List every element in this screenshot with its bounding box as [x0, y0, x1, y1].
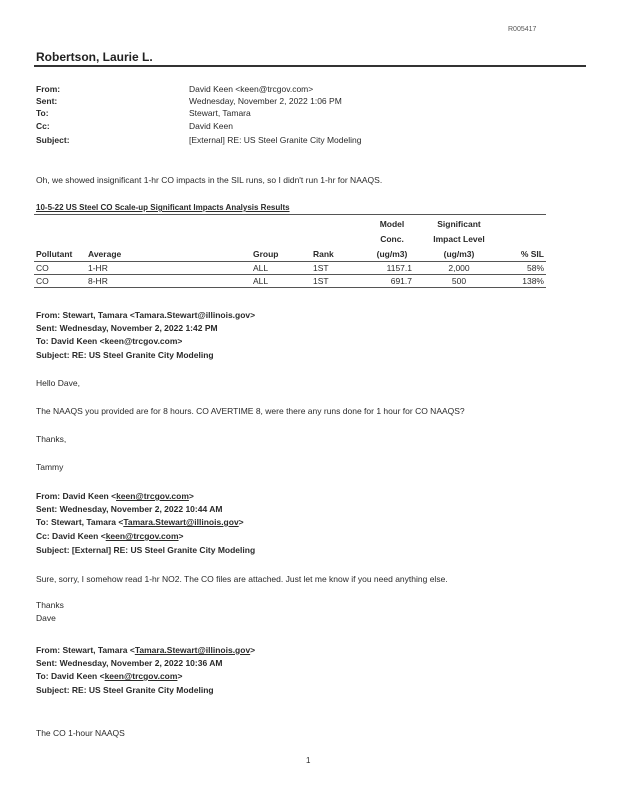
intro-text: Oh, we showed insignificant 1-hr CO impacts in the SIL runs, so I didn't run 1-hr for NAAQS.	[36, 175, 383, 185]
email3-to: To: Stewart, Tamara <Tamara.Stewart@illinois.gov>	[36, 517, 244, 527]
from-label: From:	[36, 84, 61, 94]
to-value: Stewart, Tamara	[189, 108, 251, 118]
email3-sent: Sent: Wednesday, November 2, 2022 10:44 AM	[36, 504, 223, 514]
col-sil-2: Impact Level	[433, 234, 485, 244]
cell-average: 1-HR	[88, 263, 108, 273]
cell-sil: 500	[451, 276, 467, 286]
email2-body: The NAAQS you provided are for 8 hours. CO AVERTIME 8, were there any runs done for 1 hour for CO NAAQS?	[36, 406, 465, 416]
col-sil-1: Significant	[437, 219, 481, 229]
table-row	[34, 261, 546, 274]
table-header	[34, 215, 546, 261]
email3-from: From: David Keen <keen@trcgov.com>	[36, 491, 194, 501]
cell-average: 8-HR	[88, 276, 108, 286]
subject-value: [External] RE: US Steel Granite City Modeling	[189, 135, 362, 145]
email2-to: To: David Keen <keen@trcgov.com>	[36, 336, 183, 346]
page-id: R005417	[508, 26, 537, 33]
col-pollutant: Pollutant	[36, 249, 73, 259]
email3-from-link[interactable]: keen@trcgov.com	[116, 491, 189, 501]
cell-pct: 58%	[526, 263, 544, 273]
cell-conc: 1157.1	[386, 263, 412, 273]
email4-from-link[interactable]: Tamara.Stewart@illinois.gov	[134, 645, 251, 655]
col-sil-3: (ug/m3)	[443, 249, 475, 259]
email2-greeting: Hello Dave,	[36, 378, 80, 388]
email3-subject: Subject: [External] RE: US Steel Granite City Modeling	[36, 545, 256, 555]
col-model-conc-3: (ug/m3)	[376, 249, 408, 259]
to-label: To:	[36, 108, 49, 118]
col-group: Group	[253, 249, 279, 259]
cc-value: David Keen	[189, 121, 233, 131]
results-table	[34, 214, 546, 288]
col-model-conc-1: Model	[379, 219, 405, 229]
page-number: 1	[306, 756, 311, 765]
cell-rank: 1ST	[313, 263, 329, 273]
email4-to: To: David Keen <keen@trcgov.com>	[36, 671, 183, 681]
col-model-conc-2: Conc.	[380, 234, 404, 244]
email3-cc-link[interactable]: keen@trcgov.com	[105, 531, 179, 541]
col-pct-sil: % SIL	[520, 249, 544, 259]
email2-thanks: Thanks,	[36, 434, 67, 444]
email3-thanks: Thanks	[36, 600, 64, 610]
email3-cc: Cc: David Keen <keen@trcgov.com>	[36, 531, 184, 541]
email4-from: From: Stewart, Tamara <Tamara.Stewart@illinois.gov>	[36, 645, 256, 655]
email3-body: Sure, sorry, I somehow read 1-hr NO2. The CO files are attached. Just let me know if you need anything else.	[36, 574, 448, 584]
cell-sil: 2,000	[448, 263, 470, 273]
subject-label: Subject:	[36, 135, 70, 145]
email4-body: The CO 1-hour NAAQS	[36, 728, 125, 738]
header-divider	[34, 65, 586, 67]
email4-subject: Subject: RE: US Steel Granite City Modeling	[36, 685, 214, 695]
cell-conc: 691.7	[390, 276, 412, 286]
email2-signature: Tammy	[36, 462, 64, 472]
cell-pct: 138%	[522, 276, 544, 286]
cell-group: ALL	[253, 263, 269, 273]
cell-pollutant: CO	[36, 276, 49, 286]
table-row	[34, 274, 546, 287]
email2-sent: Sent: Wednesday, November 2, 2022 1:42 PM	[36, 323, 218, 333]
cell-group: ALL	[253, 276, 269, 286]
cell-pollutant: CO	[36, 263, 49, 273]
email3-signature: Dave	[36, 613, 56, 623]
cell-rank: 1ST	[313, 276, 329, 286]
author-name: Robertson, Laurie L.	[36, 50, 153, 64]
col-rank: Rank	[313, 249, 334, 259]
from-value: David Keen <keen@trcgov.com>	[189, 84, 314, 94]
cc-label: Cc:	[36, 121, 50, 131]
col-average: Average	[88, 249, 122, 259]
table-title: 10-5-22 US Steel CO Scale-up Significant Impacts Analysis Results	[36, 203, 290, 212]
email4-sent: Sent: Wednesday, November 2, 2022 10:36 AM	[36, 658, 223, 668]
sent-label: Sent:	[36, 96, 58, 106]
email2-from: From: Stewart, Tamara <Tamara.Stewart@illinois.gov>	[36, 310, 256, 320]
sent-value: Wednesday, November 2, 2022 1:06 PM	[189, 96, 342, 106]
email4-to-link[interactable]: keen@trcgov.com	[104, 671, 178, 681]
email2-subject: Subject: RE: US Steel Granite City Modeling	[36, 350, 214, 360]
email3-to-link[interactable]: Tamara.Stewart@illinois.gov	[123, 517, 239, 527]
